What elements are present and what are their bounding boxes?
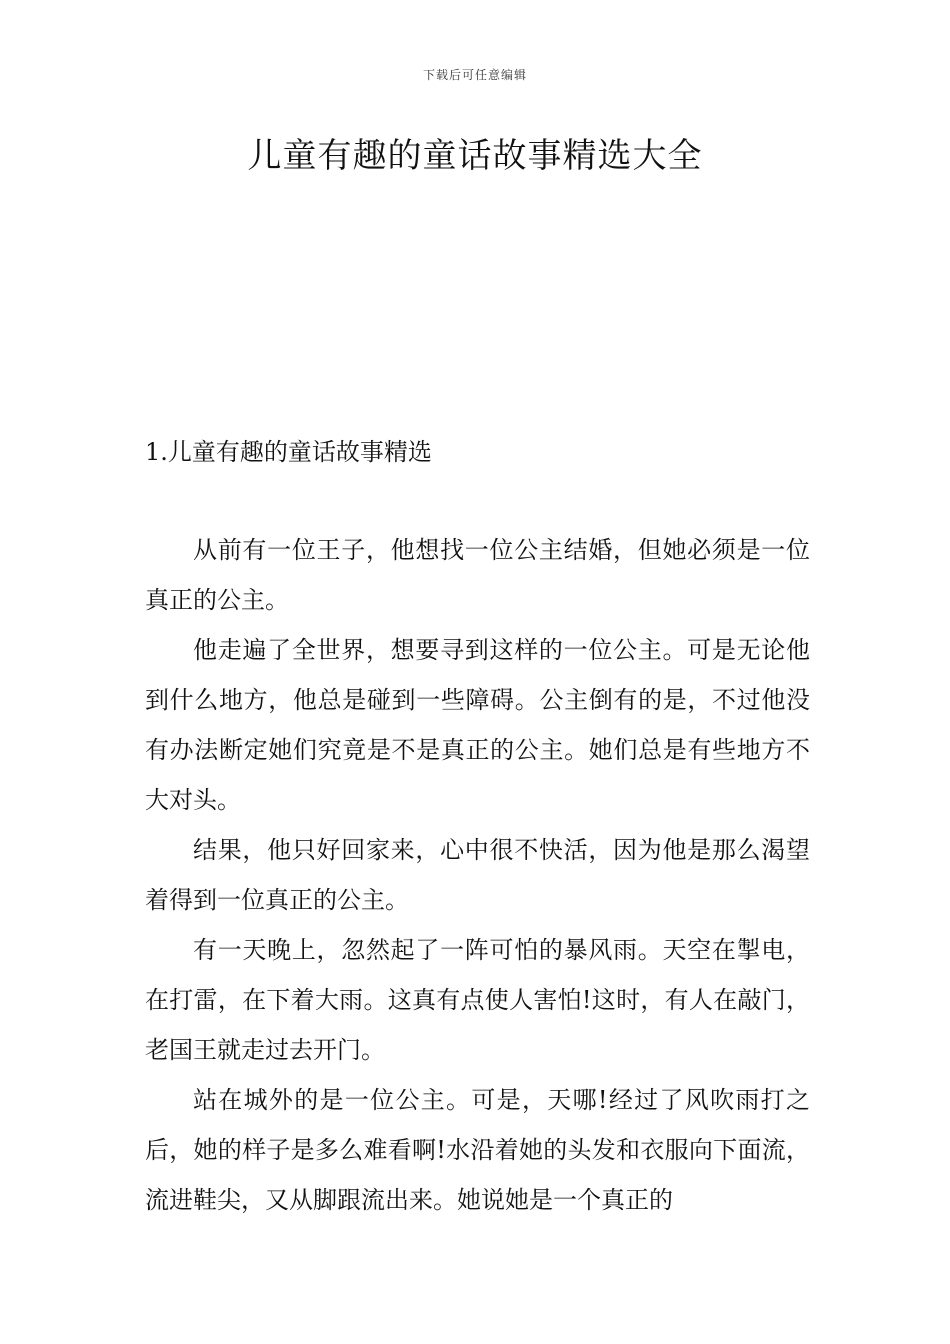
paragraph-4: 有一天晚上，忽然起了一阵可怕的暴风雨。天空在掣电，在打雷，在下着大雨。这真有点使人害怕!这时，有人在敲门，老国王就走过去开门。 bbox=[145, 936, 810, 1064]
header-note: 下载后可任意编辑 bbox=[422, 68, 527, 82]
section-heading: 1.儿童有趣的童话故事精选 bbox=[145, 438, 432, 466]
paragraph-3: 结果，他只好回家来，心中很不快活，因为他是那么渴望着得到一位真正的公主。 bbox=[145, 836, 810, 914]
paragraph-2: 他走遍了全世界，想要寻到这样的一位公主。可是无论他到什么地方，他总是碰到一些障碍。公主倒有的是，不过他没有办法断定她们究竟是不是真正的公主。她们总是有些地方不大对头。 bbox=[145, 636, 810, 814]
paragraph-1: 从前有一位王子，他想找一位公主结婚，但她必须是一位真正的公主。 bbox=[145, 536, 810, 614]
story-body bbox=[145, 525, 810, 1225]
document-title: 儿童有趣的童话故事精选大全 bbox=[247, 136, 703, 176]
paragraph-5: 站在城外的是一位公主。可是，天哪!经过了风吹雨打之后，她的样子是多么难看啊!水沿着她的头发和衣服向下面流，流进鞋尖，又从脚跟流出来。她说她是一个真正的 bbox=[145, 1086, 810, 1214]
